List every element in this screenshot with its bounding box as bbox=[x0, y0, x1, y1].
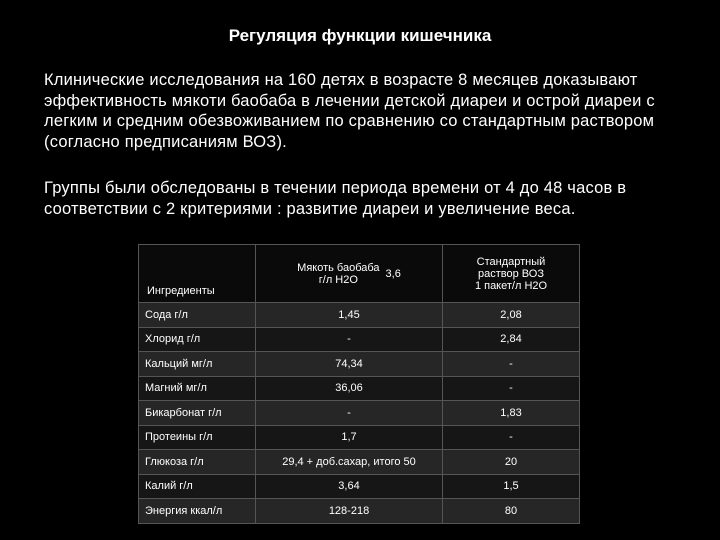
row-baobab-value: 1,45 bbox=[256, 303, 443, 328]
row-name: Хлорид г/л bbox=[139, 327, 256, 352]
table-row bbox=[139, 499, 580, 524]
row-standard-value: - bbox=[443, 425, 580, 450]
row-baobab-value: 36,06 bbox=[256, 376, 443, 401]
row-baobab-value: 1,7 bbox=[256, 425, 443, 450]
row-name: Сода г/л bbox=[139, 303, 256, 328]
row-baobab-value: 74,34 bbox=[256, 352, 443, 377]
table-row bbox=[139, 303, 580, 328]
row-baobab-value: - bbox=[256, 401, 443, 426]
header-ingredients: Ингредиенты bbox=[139, 245, 256, 303]
table-row bbox=[139, 352, 580, 377]
row-name: Кальций мг/л bbox=[139, 352, 256, 377]
method-paragraph: Группы были обследованы в течении периода времени от 4 до 48 часов в соответствии с 2 критериями : развитие диареи и увеличение веса. bbox=[44, 179, 627, 218]
table-row bbox=[139, 327, 580, 352]
row-standard-value: - bbox=[443, 376, 580, 401]
table-row bbox=[139, 376, 580, 401]
row-baobab-value: 29,4 + доб.сахар, итого 50 bbox=[256, 450, 443, 475]
row-name: Энергия ккал/л bbox=[139, 499, 256, 524]
header-standard: Стандартный раствор ВОЗ 1 пакет/л Н2О bbox=[443, 245, 580, 303]
row-standard-value: 1,83 bbox=[443, 401, 580, 426]
header-baobab-amount: 3,6 bbox=[385, 267, 401, 280]
header-baobab-label: Мякоть баобаба г/л Н2О bbox=[297, 261, 380, 286]
row-name: Калий г/л bbox=[139, 474, 256, 499]
table-header-row bbox=[139, 245, 580, 303]
table-row bbox=[139, 450, 580, 475]
row-standard-value: - bbox=[443, 352, 580, 377]
row-name: Бикарбонат г/л bbox=[139, 401, 256, 426]
row-standard-value: 2,84 bbox=[443, 327, 580, 352]
row-baobab-value: 128-218 bbox=[256, 499, 443, 524]
table-row bbox=[139, 425, 580, 450]
row-standard-value: 80 bbox=[443, 499, 580, 524]
row-baobab-value: 3,64 bbox=[256, 474, 443, 499]
slide-title: Регуляция функции кишечника bbox=[228, 26, 492, 45]
row-standard-value: 20 bbox=[443, 450, 580, 475]
row-name: Глюкоза г/л bbox=[139, 450, 256, 475]
table-row bbox=[139, 401, 580, 426]
row-standard-value: 2,08 bbox=[443, 303, 580, 328]
row-standard-value: 1,5 bbox=[443, 474, 580, 499]
row-name: Протеины г/л bbox=[139, 425, 256, 450]
intro-paragraph: Клинические исследования на 160 детях в возрасте 8 месяцев доказывают эффективность мякоти баобаба в лечении детской диареи и острой диареи с легким и средним обезвоживанием по сравнению со стандартным раствором (согласно предписаниям ВОЗ). bbox=[44, 71, 655, 151]
header-baobab bbox=[256, 245, 443, 303]
nutrition-table bbox=[138, 244, 580, 524]
row-name: Магний мг/л bbox=[139, 376, 256, 401]
row-baobab-value: - bbox=[256, 327, 443, 352]
table-row bbox=[139, 474, 580, 499]
